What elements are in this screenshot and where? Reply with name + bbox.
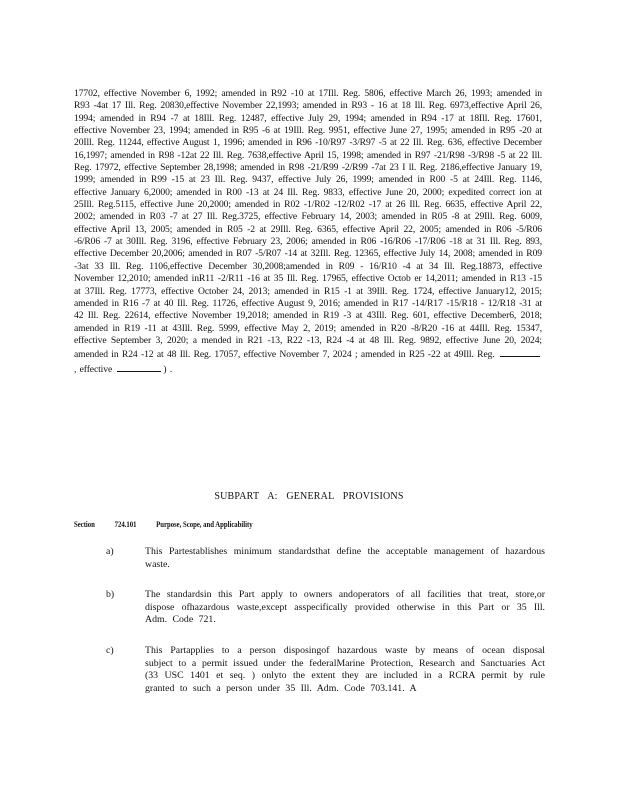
history-comma: , xyxy=(74,363,77,375)
section-title: Purpose, Scope, and Applicability xyxy=(156,520,253,529)
paragraph-label: c) xyxy=(106,645,114,656)
history-effective: effective xyxy=(79,363,113,375)
history-text: 17702, effective November 6, 1992; amended in R92 -10 at 17Ill. Reg. 5806, effective March 26, 1993; amended in R93 -4at 17 Ill. Reg. 20830,effective November 22,1993; amended in R93 - 16 at 18 Ill. Reg. 6973,effective April 26, 1994; amended in R94 -7 at 18Ill. Reg. 12487, effective July 29, 1994; amended in R94 -17 at 18Ill. Reg. 17601, effective November 23, 1994; amended in R95 -6 at 19Ill. Reg. 9951, effective June 27, 1995; amended in R95 -20 at 20Ill. Reg. 11244, effective August 1, 1996; amended in R96 -10/R97 -3/R97 -5 at 22 Ill. Reg. 636, effective December 16,1997; amended in R98 -12at 22 Ill. Reg. 7638,effective April 15, 1998; amended in R97 -21/R98 -3/R98 -5 at 22 Ill. Reg. 17972, effective September 28,1998; amended in R98 -21/R99 -2/R99 -7at 23 I ll. Reg. 2186,effective January 19, 1999; amended in R99 -15 at 23 Ill. Reg. 9437, effective July 26, 1999; amended in R00 -5 at 24Ill. Reg. 1146, effective January 6,2000; amended in R00 -13 at 24 Ill. Reg. 9833, effective June 20, 2000; expedited correct ion at 25Ill. Reg.5115, effective June 20,2000; amended in R02 -1/R02 -12/R02 -17 at 26 Ill. Reg. 6635, effective April 22, 2002; amended in R03 -7 at 27 Ill. Reg.3725, effective February 14, 2003; amended in R05 -8 at 29Ill. Reg. 6009, effective April 13, 2005; amended in R05 -2 at 29Ill. Reg. 6365, effective April 22, 2005; amended in R06 -5/R06 -6/R06 -7 at 30Ill. Reg. 3196, effective February 23, 2006; amended in R06 -16/R06 -17/R06 -18 at 31 Ill. Reg. 893, effective December 20,2006; amended in R07 -5/R07 -14 at 32Ill. Reg. 12365, effective July 14, 2008; amended in R09 -3at 33 Ill. Reg. 1106,effective December 30,2008;amended in R09 - 16/R10 -4 at 34 Ill. Reg.18873, effective November 12,2010; amended inR11 -2/R11 -16 at 35 Ill. Reg. 17965, effective Octob er 14,2011; amended in R13 -15 at 37Ill. Reg. 17773, effective October 24, 2013; amended in R15 -1 at 39Ill. Reg. 1724, effective January12, 2015; amended in R16 -7 at 40 Ill. Reg. 11726, effective August 9, 2016; amended in R17 -14/R17 -15/R18 - 12/R18 -31 at 42 Ill. Reg. 22614, effective November 19,2018; amended in R19 -3 at 43Ill. Reg. 601, effective December6, 2018; amended in R19 -11 at 43Ill. Reg. 5999, effective May 2, 2019; amended in R20 -8/R20 -16 at 44Ill. Reg. 15347, effective September 3, 2020; a mended in R21 -13, R22 -13, R24 -4 at 48 Ill. Reg. 9892, effective June 20, 2024; amended in R24 -12 at 48 Ill. Reg. 17057, effective November 7, 2024 ; amended in R25 -22 at 49Ill. Reg. xyxy=(74,88,542,361)
paragraph-label: b) xyxy=(106,589,115,600)
section-label: Section xyxy=(74,520,95,529)
section-heading xyxy=(74,520,468,529)
paragraph-text: This Partestablishes minimum standardsthat define the acceptable management of hazardous waste. xyxy=(145,546,545,570)
paragraph-label: a) xyxy=(106,546,114,557)
subpart-heading: SUBPART A: GENERAL PROVISIONS xyxy=(214,491,404,502)
blank-line-reg xyxy=(500,347,540,357)
paragraph-text: The standardsin this Part apply to owners andoperators of all facilities that treat, store,or dispose ofhazardous waste,except asspecifically provided otherwise in this Part or 35 Ill. Adm. Code 721. xyxy=(145,589,545,625)
history-close: ) . xyxy=(163,363,173,375)
paragraph-text: This Partapplies to a person disposingof hazardous waste by means of ocean disposal subject to a permit issued under the federalMarine Protection, Research and Sanctuaries Act (33 USC 1401 et seq. ) onlyto the extent they are included in a RCRA permit by rule granted to such a person under 35 Ill. Adm. Code 703.141. A xyxy=(145,645,545,694)
amendment-history xyxy=(74,88,542,376)
section-number: 724.101 xyxy=(114,520,137,529)
blank-line-effective xyxy=(117,362,161,372)
